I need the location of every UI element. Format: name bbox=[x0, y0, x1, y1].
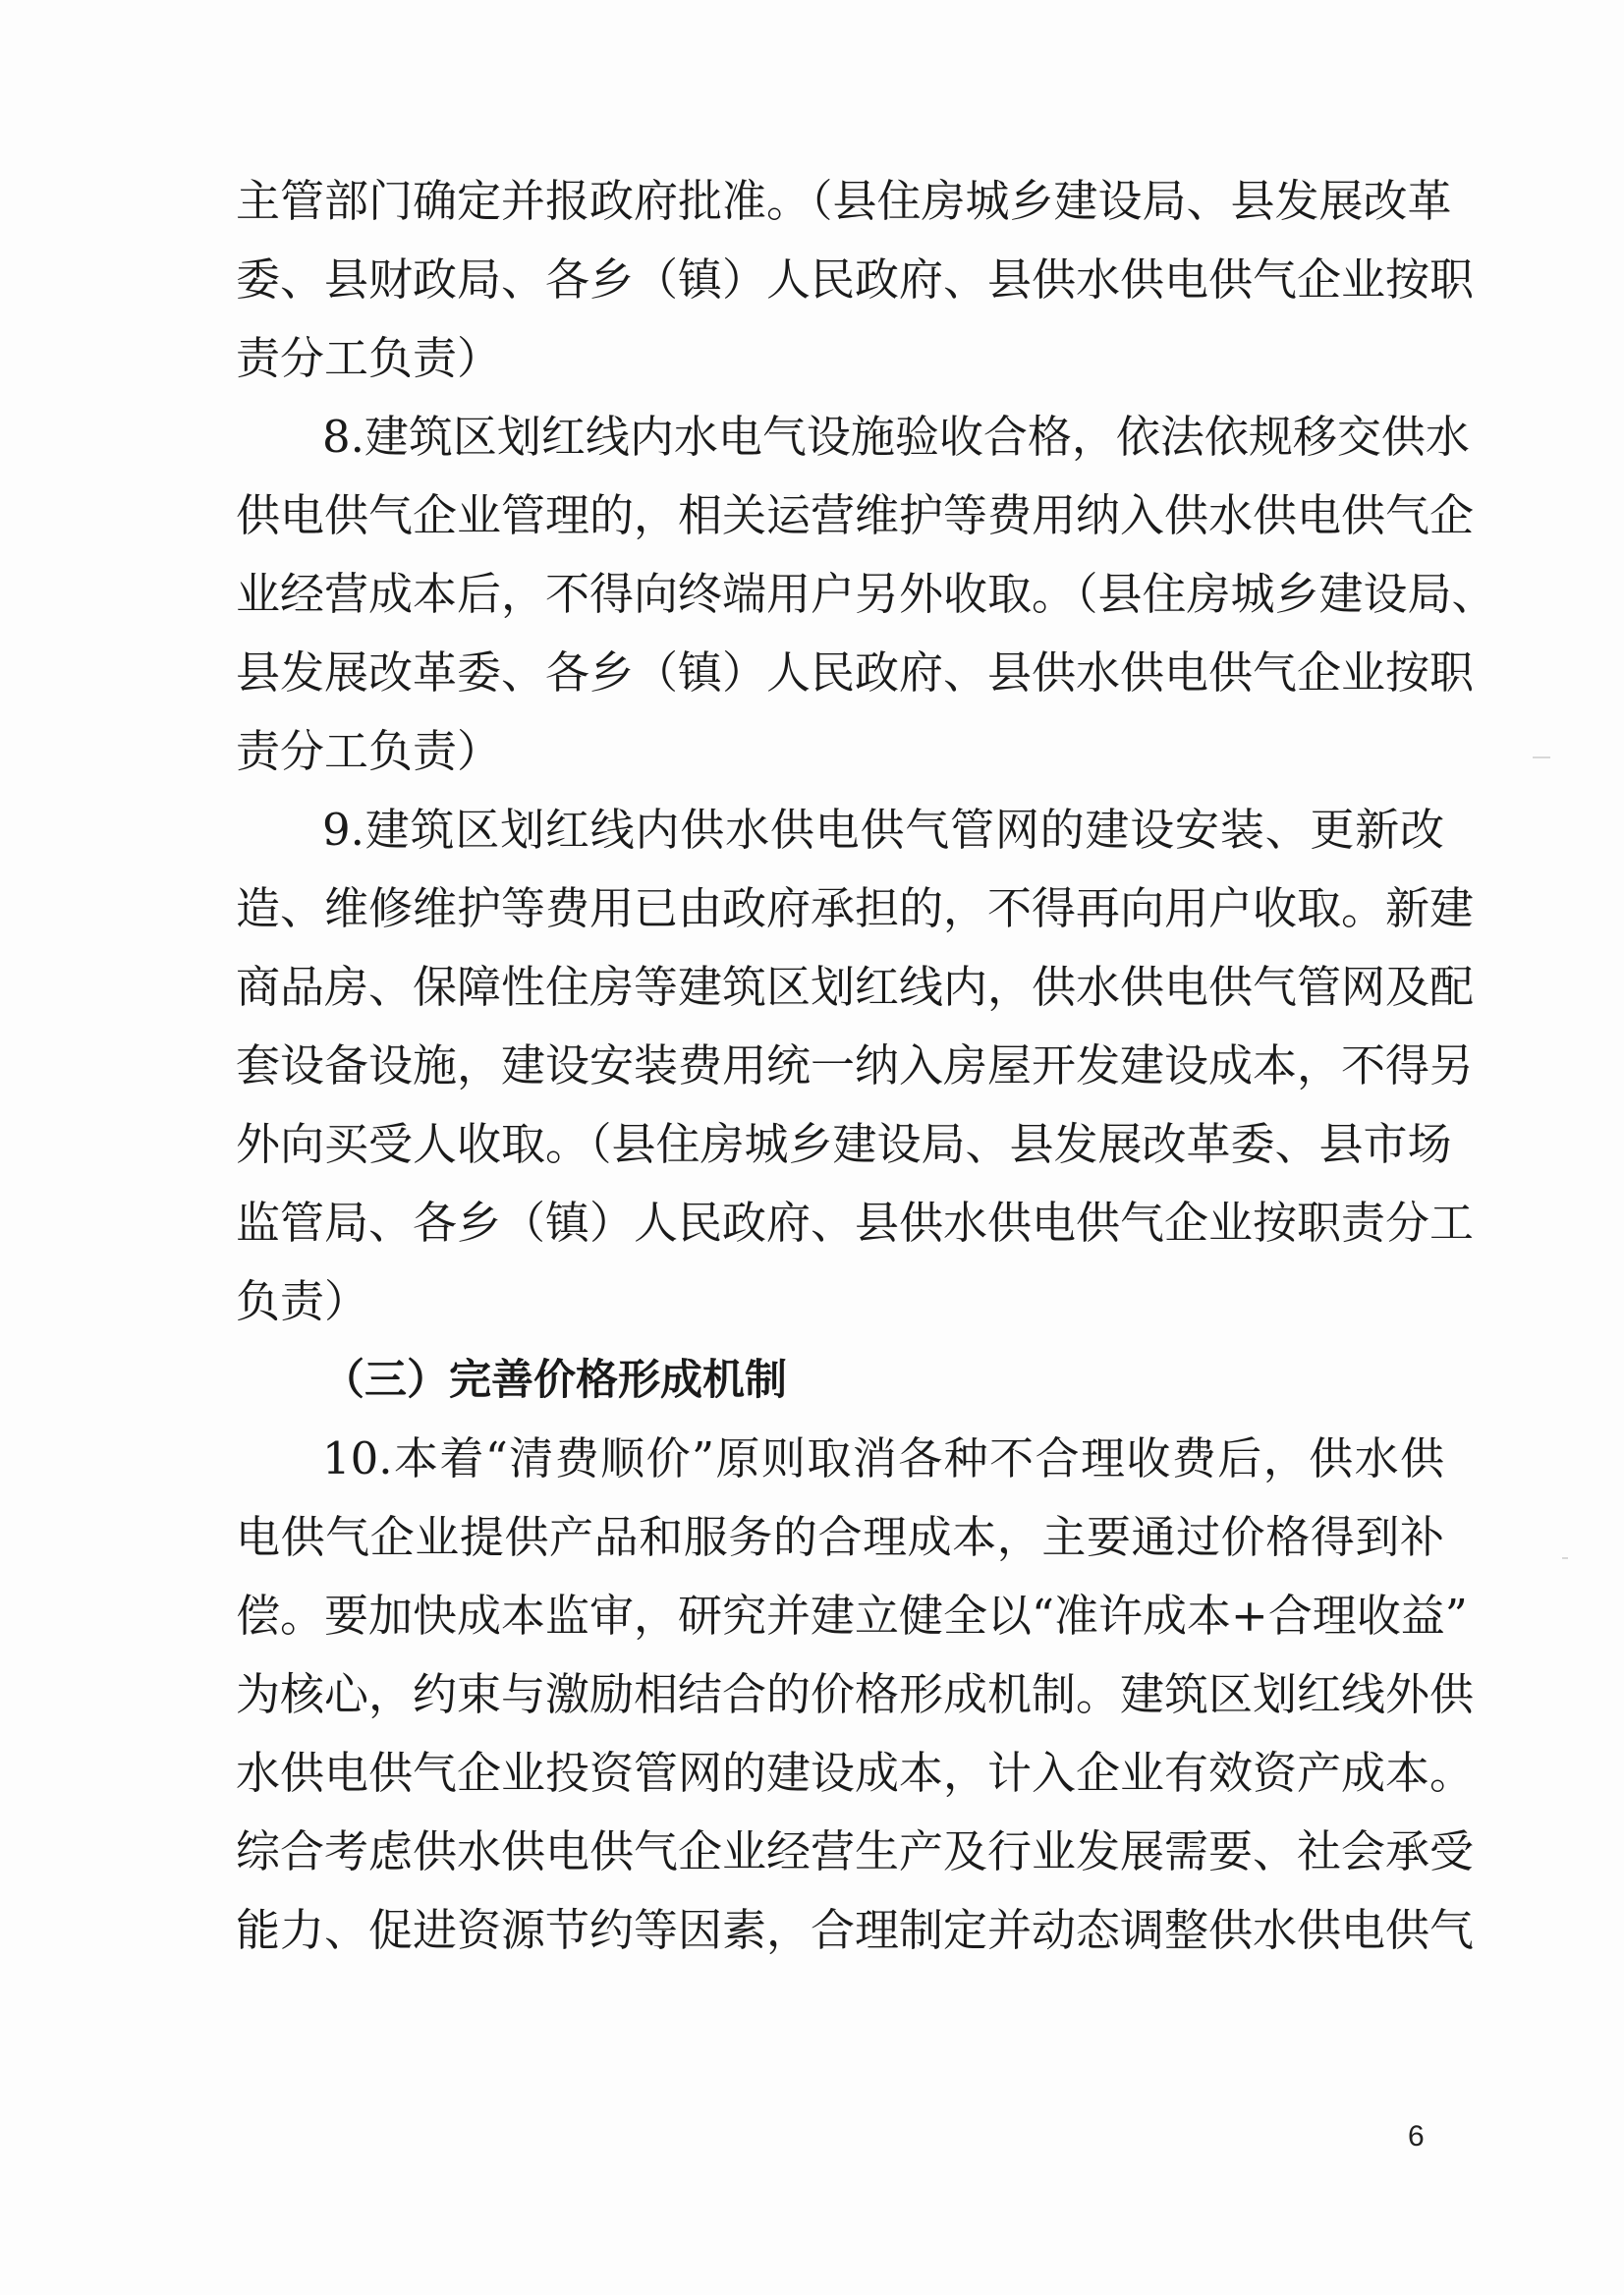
item-8-first-line: 8.建筑区划红线内水电气设施验收合格，依法依规移交供水 bbox=[322, 411, 1470, 463]
text-line: 业经营成本后，不得向终端用户另外收取。（县住房城乡建设局、 bbox=[236, 568, 1496, 620]
item-10-first-line: 10.本着“清费顺价”原则取消各种不合理收费后，供水供 bbox=[322, 1432, 1444, 1484]
text-line: 委、县财政局、各乡（镇）人民政府、县供水供电供气企业按职 bbox=[236, 253, 1475, 306]
text-line: 责分工负责） bbox=[236, 332, 502, 384]
scan-artifact bbox=[1533, 756, 1550, 758]
text-line: 电供气企业提供产品和服务的合理成本，主要通过价格得到补 bbox=[236, 1511, 1444, 1563]
body-text bbox=[236, 162, 1496, 1970]
text-line: 监管局、各乡（镇）人民政府、县供水供电供气企业按职责分工 bbox=[236, 1197, 1475, 1249]
text-line: 造、维修维护等费用已由政府承担的，不得再向用户收取。新建 bbox=[236, 882, 1475, 934]
text-line: 商品房、保障性住房等建筑区划红线内，供水供电供气管网及配 bbox=[236, 961, 1475, 1013]
text-line: 外向买受人收取。（县住房城乡建设局、县发展改革委、县市场 bbox=[236, 1118, 1452, 1170]
text-line: 套设备设施，建设安装费用统一纳入房屋开发建设成本，不得另 bbox=[236, 1039, 1475, 1092]
text-line: 偿。要加快成本监审，研究并建立健全以“准许成本+合理收益” bbox=[236, 1590, 1468, 1642]
text-line: 为核心，约束与激励相结合的价格形成机制。建筑区划红线外供 bbox=[236, 1668, 1475, 1720]
text-line: 综合考虑供水供电供气企业经营生产及行业发展需要、社会承受 bbox=[236, 1825, 1475, 1877]
text-line: 主管部门确定并报政府批准。（县住房城乡建设局、县发展改革 bbox=[236, 175, 1452, 227]
text-line: 责分工负责） bbox=[236, 725, 502, 777]
text-line: 水供电供气企业投资管网的建设成本，计入企业有效资产成本。 bbox=[236, 1747, 1475, 1799]
page-number: 6 bbox=[1408, 2120, 1425, 2153]
text-line: 能力、促进资源节约等因素，合理制定并动态调整供水供电供气 bbox=[236, 1904, 1475, 1956]
text-line: 负责） bbox=[236, 1275, 369, 1327]
text-line: 供电供气企业管理的，相关运营维护等费用纳入供水供电供气企 bbox=[236, 489, 1475, 541]
item-9-first-line: 9.建筑区划红线内供水供电供气管网的建设安装、更新改 bbox=[322, 804, 1444, 856]
text-line: 县发展改革委、各乡（镇）人民政府、县供水供电供气企业按职 bbox=[236, 646, 1475, 699]
section-heading: （三）完善价格形成机制 bbox=[322, 1356, 787, 1405]
scan-artifact bbox=[1562, 1557, 1568, 1559]
